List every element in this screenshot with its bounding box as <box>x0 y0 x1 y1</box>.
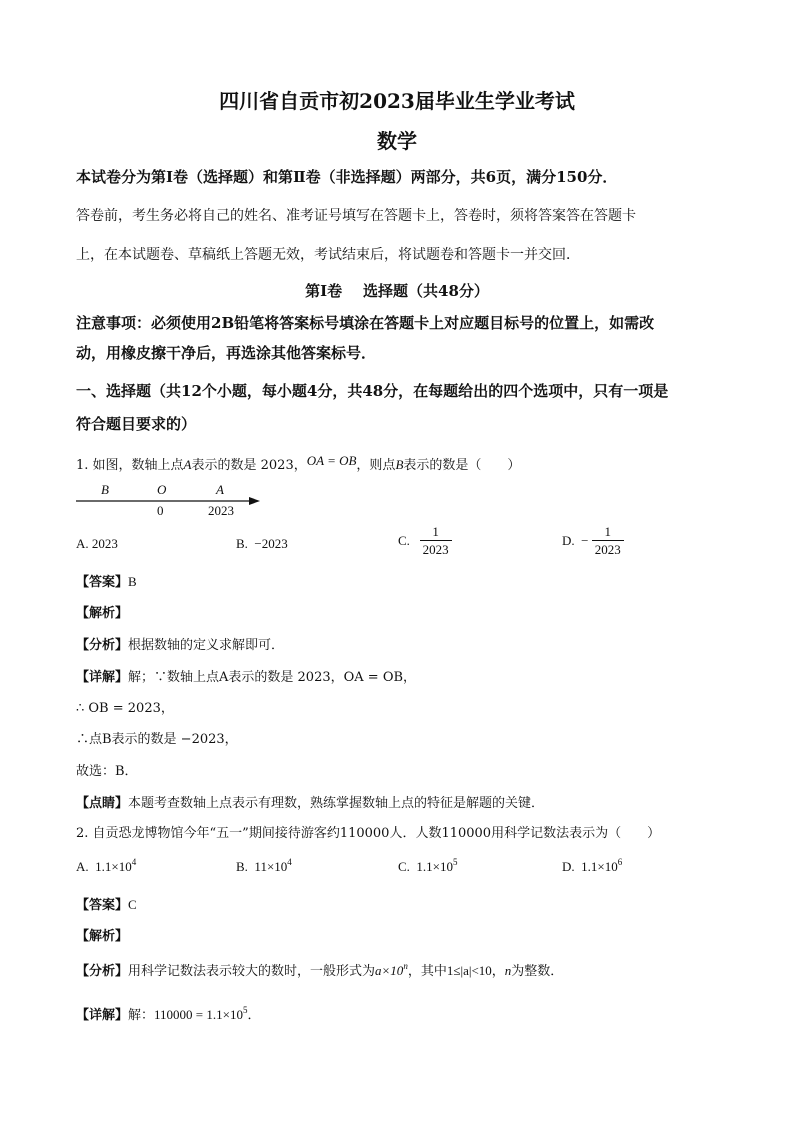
axis-label-a: A <box>216 482 224 497</box>
q1-xiangjie-tag: 【详解】 <box>76 670 129 685</box>
q2-xiangjie-text: 解： <box>128 1008 155 1023</box>
q2-option-c <box>398 859 458 875</box>
exam-title: 四川省自贡市初2023届毕业生学业考试 <box>219 89 575 113</box>
q2-option-b <box>236 859 292 875</box>
q2-option-a-base: 1.1×10 <box>95 859 132 874</box>
q1-step-2: ∴点B表示的数是 −2023， <box>76 732 238 747</box>
q2-answer-value: C <box>128 897 137 912</box>
q2-fenxi-text-a: 用科学记数法表示较大的数时，一般形式为 <box>128 964 376 979</box>
q2-option-a-exp: 4 <box>131 857 137 867</box>
q1-answer-tag: 【答案】 <box>76 575 129 590</box>
notice-line-1: 注意事项：必须使用2B铅笔将答案标号填涂在答题卡上对应题目标号的位置上，如需改 <box>76 314 655 332</box>
q2-fenxi-text-c: ， <box>491 964 505 979</box>
q1-xiangjie <box>76 666 416 685</box>
q1-stem <box>76 454 520 473</box>
q2-option-d <box>562 859 622 875</box>
q1-point-b: B <box>395 457 404 472</box>
q2-option-a <box>76 859 136 875</box>
q2-xiangjie-equation: 110000 = 1.1×10 <box>154 1007 243 1022</box>
q1-option-c <box>398 524 452 558</box>
q2-option-c-letter: C. <box>398 859 410 874</box>
q1-equation: OA = OB <box>306 453 357 468</box>
number-line-arrow-icon <box>249 497 260 505</box>
axis-label-o: O <box>157 482 167 497</box>
q1-dianjing <box>76 792 544 811</box>
q2-xiangjie-exp: 5 <box>242 1005 248 1015</box>
intro-line-2: 答卷前，考生务必将自己的姓名、准考证号填写在答题卡上，答卷时，须将答案答在答题卡 <box>76 208 636 224</box>
q1-answer <box>76 571 137 590</box>
q1-answer-value: B <box>128 574 137 589</box>
q1-option-d-sign: − <box>581 533 589 548</box>
q1-option-c-letter: C. <box>398 533 410 548</box>
section1-line-1: 一、选择题（共12个小题，每小题4分，共48分，在每题给出的四个选项中，只有一项是 <box>76 382 669 400</box>
intro-line-1: 本试卷分为第Ⅰ卷（选择题）和第Ⅱ卷（非选择题）两部分，共6页，满分150分． <box>76 168 618 186</box>
q1-option-d-fraction <box>592 524 624 558</box>
q2-option-b-exp: 4 <box>287 857 292 867</box>
q1-stem-c: ，则点 <box>356 458 396 473</box>
q2-fenxi <box>76 960 563 979</box>
q2-fenxi-text-d: 为整数． <box>511 964 564 979</box>
q2-option-b-letter: B. <box>236 859 248 874</box>
q2-answer <box>76 894 137 913</box>
q2-option-d-base: 1.1×10 <box>581 859 618 874</box>
q1-stem-d: 表示的数是（ ） <box>403 458 521 473</box>
q2-option-c-exp: 5 <box>453 857 458 867</box>
q1-option-d-letter: D. <box>562 533 575 548</box>
q2-stem: 2. 自贡恐龙博物馆今年“五一”期间接待游客约110000人．人数110000用科学记数法表示为（ ） <box>76 826 661 841</box>
q2-xiangjie-end: ． <box>247 1008 261 1023</box>
q1-point-a: A <box>183 457 192 472</box>
q2-answer-tag: 【答案】 <box>76 898 129 913</box>
part1-heading: 第Ⅰ卷 选择题（共48分） <box>305 282 489 300</box>
exam-subject: 数学 <box>377 129 417 153</box>
q1-dianjing-tag: 【点睛】 <box>76 796 129 811</box>
q1-option-d-denominator: 2023 <box>592 540 624 558</box>
q2-fenxi-form-exp: n <box>403 961 408 971</box>
axis-tick-0: 0 <box>157 503 164 518</box>
q1-step-3: 故选：B． <box>76 764 138 779</box>
q1-stem-b: 表示的数是 2023， <box>191 458 307 473</box>
q1-fenxi-text: 根据数轴的定义求解即可． <box>128 638 285 653</box>
q1-option-b <box>236 536 288 552</box>
notice-line-2: 动，用橡皮擦干净后，再选涂其他答案标号． <box>76 344 377 362</box>
q1-option-b-value: −2023 <box>254 536 288 551</box>
q1-option-a: A. 2023 <box>76 536 118 551</box>
q1-step-1: ∴ OB = 2023， <box>76 701 174 716</box>
q2-xiangjie-tag: 【详解】 <box>76 1008 129 1023</box>
q2-fenxi-form: a×10 <box>375 963 404 978</box>
q2-option-d-exp: 6 <box>617 857 623 867</box>
q1-option-b-letter: B. <box>236 536 248 551</box>
axis-label-b: B <box>101 482 109 497</box>
q2-option-b-base: 11×10 <box>254 859 288 874</box>
q1-option-d <box>562 524 624 558</box>
q1-fenxi-tag: 【分析】 <box>76 638 129 653</box>
q2-analysis-tag: 【解析】 <box>76 929 129 944</box>
q2-xiangjie <box>76 1004 260 1023</box>
axis-tick-2023: 2023 <box>208 503 234 518</box>
q2-fenxi-range: 1≤|a|<10 <box>446 963 492 978</box>
q1-stem-a: 1. 如图，数轴上点 <box>76 458 184 473</box>
q2-option-c-base: 1.1×10 <box>416 859 454 874</box>
q2-fenxi-text-b: ，其中 <box>407 964 447 979</box>
q2-fenxi-n: n <box>504 963 512 978</box>
q1-option-c-numerator: 1 <box>432 524 439 539</box>
q1-xiangjie-text: 解；∵数轴上点A表示的数是 2023，OA = OB， <box>128 670 417 685</box>
q2-option-d-letter: D. <box>562 859 575 874</box>
q1-option-c-fraction <box>420 524 452 558</box>
q1-fenxi <box>76 634 284 653</box>
q1-option-d-numerator: 1 <box>604 524 611 539</box>
q1-analysis-tag: 【解析】 <box>76 606 129 621</box>
q1-dianjing-text: 本题考查数轴上点表示有理数，熟练掌握数轴上点的特征是解题的关键． <box>128 796 545 811</box>
q2-option-a-letter: A. <box>76 859 89 874</box>
q2-fenxi-tag: 【分析】 <box>76 964 129 979</box>
section1-line-2: 符合题目要求的） <box>76 415 197 433</box>
q1-option-c-denominator: 2023 <box>420 540 452 558</box>
intro-line-3: 上，在本试题卷、草稿纸上答题无效，考试结束后，将试题卷和答题卡一并交回． <box>76 247 580 263</box>
